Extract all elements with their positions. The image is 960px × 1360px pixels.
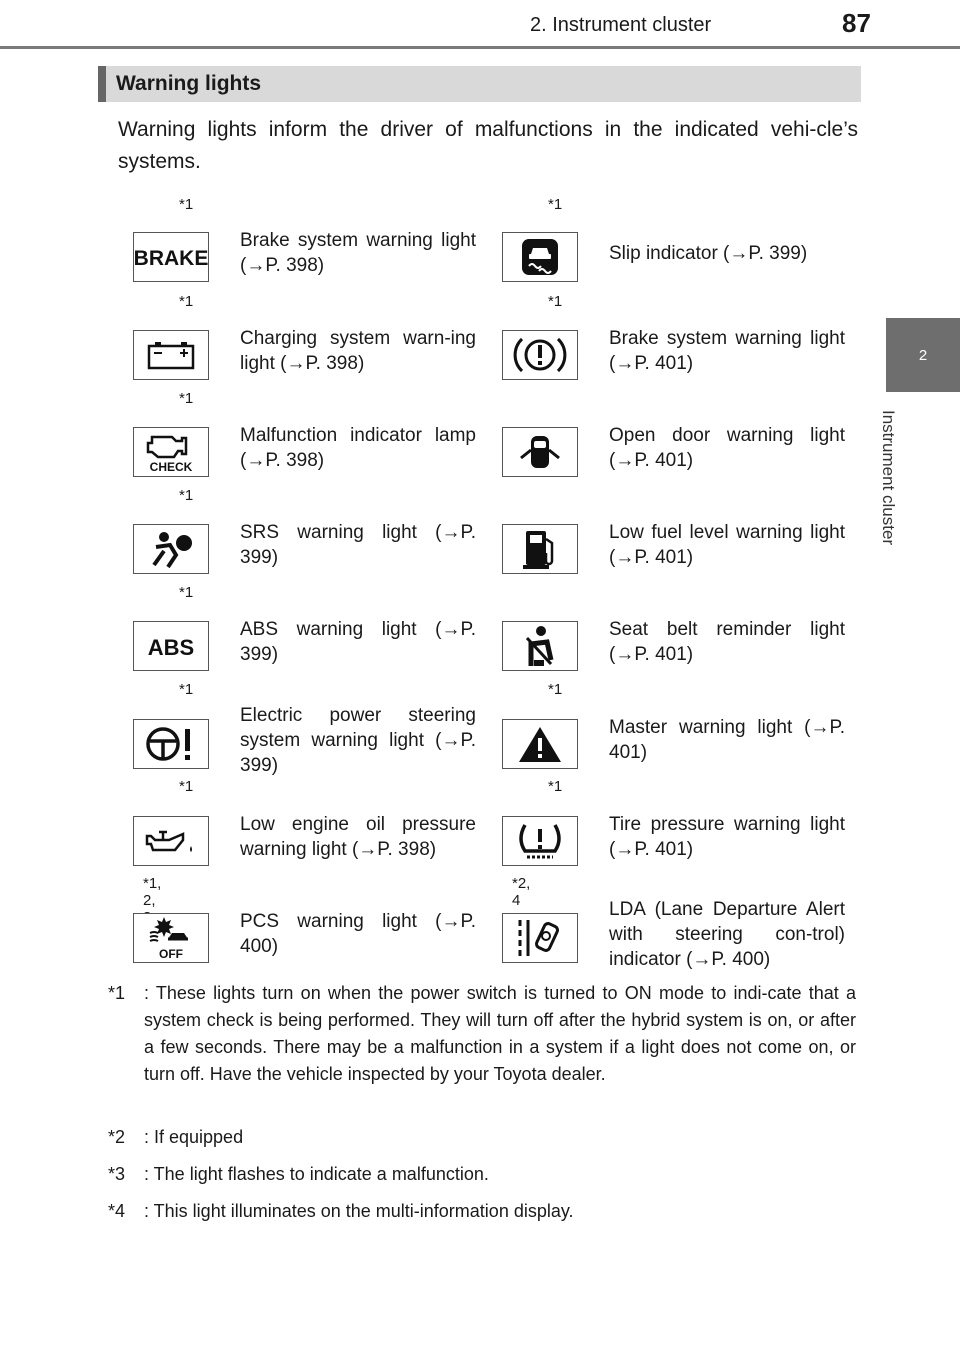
pcs-off-icon [133, 913, 209, 963]
footnote-mark: *1 [548, 778, 563, 795]
warning-light-description: Brake system warning light (→P. 401) [609, 328, 845, 374]
footnote-text: : These lights turn on when the power switch is turned to ON mode to indi-cate that a system check is being performed. They will turn off after the hybrid system is on, or after a few seconds. There may be a malfunction in a system if a light does not come on, or turn off. Have the vehicle inspected by your Toyota dealer. [144, 983, 856, 1084]
icon-label: CHECK [149, 460, 193, 474]
warning-light-description: ABS warning light (→P. 399) [240, 619, 476, 665]
footnote [108, 1124, 856, 1151]
page-number: 87 [842, 8, 871, 38]
footnote-key: *2 [108, 1127, 126, 1147]
side-tab-label [879, 410, 924, 590]
warning-light-description: Tire pressure warning light (→P. 401) [609, 814, 845, 860]
steering-wheel-exclamation-icon [133, 719, 209, 769]
icon-label: ABS [147, 635, 195, 660]
warning-light-description: Electric power steering system warning light (→P. 399) [240, 704, 476, 776]
footnote-mark: *1 [179, 390, 194, 407]
footnote-mark: *1 [548, 681, 563, 698]
warning-light-description: Seat belt reminder light (→P. 401) [609, 619, 845, 665]
footnote-mark: *1 [179, 293, 194, 310]
lane-departure-icon [502, 913, 578, 963]
footnote-mark: *1 [179, 196, 194, 213]
section-title: Warning lights [116, 72, 262, 95]
warning-light-description: Open door warning light (→P. 401) [609, 425, 845, 471]
section-label: 2. Instrument cluster [530, 14, 712, 36]
footnote-mark: *1 [179, 584, 194, 601]
footnote [108, 1198, 856, 1225]
footnote-mark: *2, 4 [512, 875, 531, 909]
warning-light-description: Slip indicator (→P. 399) [609, 242, 808, 264]
warning-light-description: Brake system warning light (→P. 398) [240, 230, 476, 276]
oil-can-icon [133, 816, 209, 866]
fuel-pump-icon [502, 524, 578, 574]
slip-indicator-icon [502, 232, 578, 282]
warning-light-description: Malfunction indicator lamp (→P. 398) [240, 425, 476, 471]
side-tab-number: 2 [886, 318, 960, 392]
warning-light-description: Charging system warn-ing light (→P. 398) [240, 328, 476, 374]
footnote [108, 980, 856, 1088]
footnote-mark: *1, 2, [143, 875, 162, 909]
footnote-mark: *1 [179, 487, 194, 504]
warning-light-description: Low engine oil pressure warning light (→P. 398) [240, 814, 476, 860]
footnote-mark: *1 [548, 293, 563, 310]
seat-belt-icon [502, 621, 578, 671]
intro-text: Warning lights inform the driver of malfunctions in the indicated vehi-cle’s systems. [118, 118, 858, 173]
battery-icon [133, 330, 209, 380]
footnote-mark: *1 [548, 196, 563, 213]
footnote-mark: *1 [179, 778, 194, 795]
footnote-key: *3 [108, 1164, 126, 1184]
warning-light-description: LDA (Lane Departure Alert with steering con-trol) indicator (→P. 400) [609, 898, 845, 970]
section-title-bar [98, 66, 861, 102]
icon-label: OFF [159, 947, 183, 961]
footnote-text: : The light flashes to indicate a malfunction. [144, 1164, 489, 1184]
footnote [108, 1161, 856, 1188]
footnote-text: : This light illuminates on the multi-information display. [144, 1201, 574, 1221]
header-rule [0, 46, 960, 49]
brake-circle-exclamation-icon [502, 330, 578, 380]
warning-light-description: Master warning light (→P. 401) [609, 717, 845, 763]
footnote-mark: *1 [179, 681, 194, 698]
warning-light-description: Low fuel level warning light (→P. 401) [609, 522, 845, 568]
check-engine-icon [133, 427, 209, 477]
abs-text-icon [133, 621, 209, 671]
footnote-key: *1 [108, 983, 126, 1003]
title-accent [98, 66, 106, 102]
tire-pressure-icon [502, 816, 578, 866]
brake-text-icon [133, 232, 209, 282]
footnote-key: *4 [108, 1201, 126, 1221]
icon-label: BRAKE [133, 247, 209, 270]
warning-light-description: SRS warning light (→P. 399) [240, 522, 476, 568]
open-door-icon [502, 427, 578, 477]
warning-light-description: PCS warning light (→P. 400) [240, 911, 476, 957]
master-warning-triangle-icon [502, 719, 578, 769]
side-tab-label-text: Instrument cluster [879, 410, 898, 546]
srs-airbag-icon [133, 524, 209, 574]
footnote-text: : If equipped [144, 1127, 244, 1147]
